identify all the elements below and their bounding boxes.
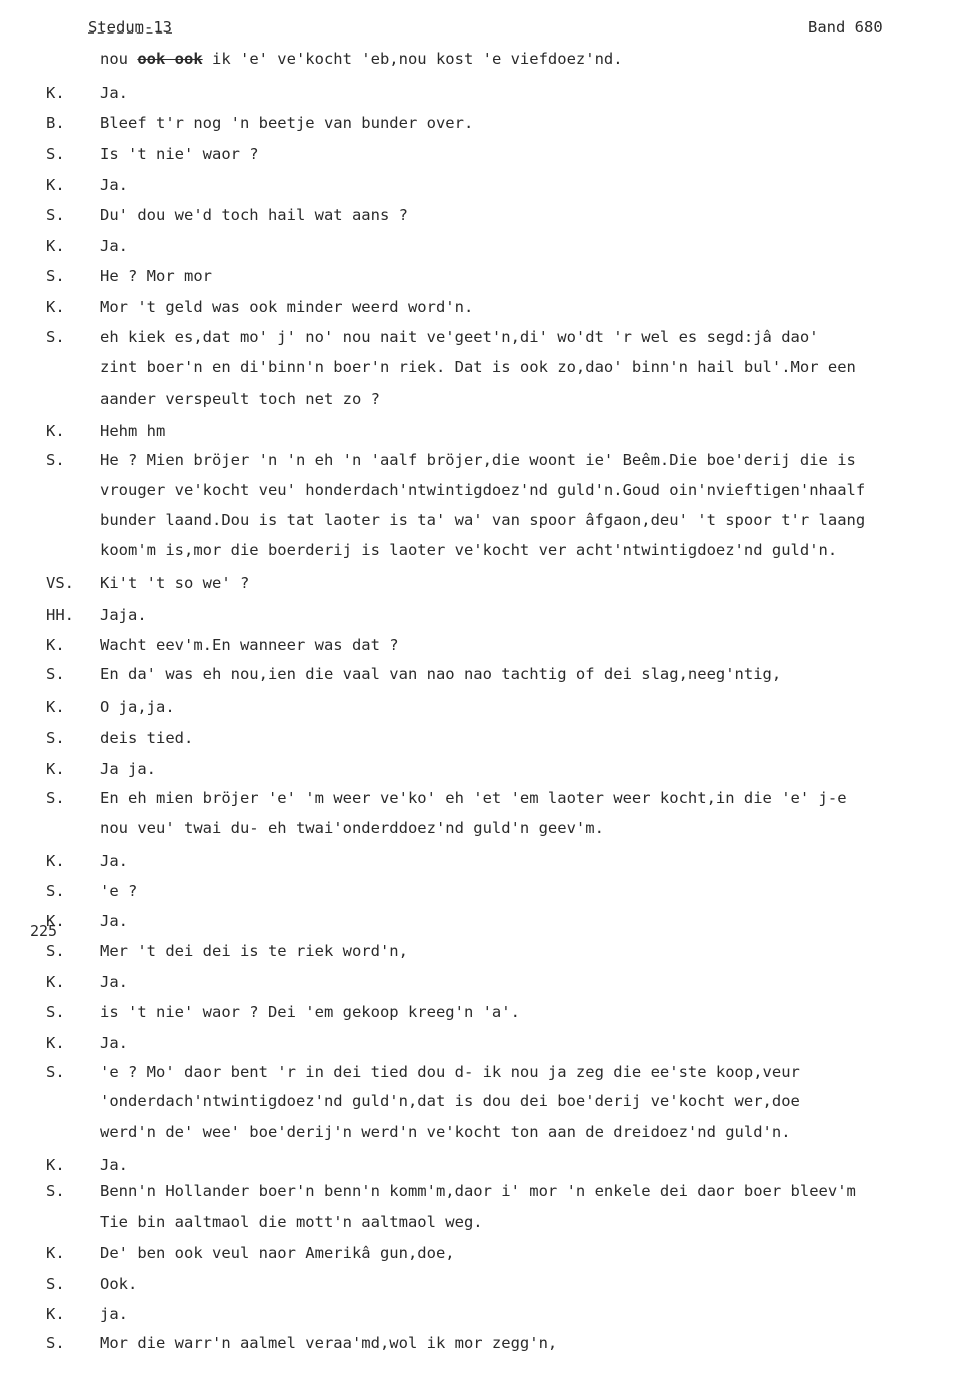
line-text: Ja. [100, 973, 128, 991]
line-text: Ja. [100, 84, 128, 102]
speaker-label: K. [46, 973, 65, 991]
line-text: werd'n de' wee' boe'derij'n werd'n ve'kocht ton aan de dreidoez'nd guld'n. [100, 1123, 791, 1141]
line-text: De' ben ook veul naor Amerikâ gun,doe, [100, 1244, 455, 1262]
line-text: En da' was eh nou,ien die vaal van nao nao tachtig of dei slag,neeg'ntig, [100, 665, 782, 683]
speaker-label: K. [46, 237, 65, 255]
margin-note: 225 [30, 922, 58, 940]
speaker-label: HH. [46, 606, 74, 624]
line-text: Ja. [100, 237, 128, 255]
line-text: Is 't nie' waor ? [100, 145, 259, 163]
line-text: Ja. [100, 912, 128, 930]
line-text: ja. [100, 1305, 128, 1323]
speaker-label: S. [46, 789, 65, 807]
speaker-label: S. [46, 267, 65, 285]
line-text: ik 'e' ve'kocht 'eb,nou kost 'e viefdoez'nd. [202, 50, 623, 68]
line-text: En eh mien bröjer 'e' 'm weer ve'ko' eh 'et 'em laoter weer kocht,in die 'e' j-e [100, 789, 847, 807]
line-text: Du' dou we'd toch hail wat aans ? [100, 206, 408, 224]
line-text: Mer 't dei dei is te riek word'n, [100, 942, 408, 960]
speaker-label: K. [46, 636, 65, 654]
line-text: aander verspeult toch net zo ? [100, 390, 380, 408]
line-text: Ja. [100, 1034, 128, 1052]
speaker-label: S. [46, 1003, 65, 1021]
speaker-label: S. [46, 665, 65, 683]
speaker-label: K. [46, 1156, 65, 1174]
line-text: Ja. [100, 852, 128, 870]
speaker-label: K. [46, 176, 65, 194]
speaker-label: S. [46, 1182, 65, 1200]
speaker-label: S. [46, 1275, 65, 1293]
speaker-label: K. [46, 760, 65, 778]
speaker-label: S. [46, 729, 65, 747]
speaker-label: K. [46, 852, 65, 870]
speaker-label: K. [46, 1305, 65, 1323]
line-text: O ja,ja. [100, 698, 175, 716]
line-text: Mor die warr'n aalmel veraa'md,wol ik mor zegg'n, [100, 1334, 558, 1352]
line-text: Ja. [100, 1156, 128, 1174]
speaker-label: S. [46, 145, 65, 163]
document-title: Stedum-13 [88, 18, 172, 36]
line-text: bunder laand.Dou is tat laoter is ta' wa' van spoor âfgaon,deu' 't spoor t'r laang [100, 511, 866, 529]
line-text: 'onderdach'ntwintigdoez'nd guld'n,dat is dou dei boe'derij ve'kocht wer,doe [100, 1092, 800, 1110]
speaker-label: K. [46, 912, 65, 930]
speaker-label: S. [46, 328, 65, 346]
speaker-label: VS. [46, 574, 74, 592]
speaker-label: B. [46, 114, 65, 132]
line-text: He ? Mien bröjer 'n 'n eh 'n 'aalf bröjer,die woont ie' Beêm.Die boe'derij die is [100, 451, 856, 469]
line-text: 'e ? Mo' daor bent 'r in dei tied dou d- ik nou ja zeg die ee'ste koop,veur [100, 1063, 800, 1081]
line-text: deis tied. [100, 729, 194, 747]
line-text: Tie bin aaltmaol die mott'n aaltmaol weg. [100, 1213, 483, 1231]
speaker-label: S. [46, 882, 65, 900]
speaker-label: S. [46, 206, 65, 224]
band-number: Band 680 [808, 18, 883, 36]
speaker-label: K. [46, 84, 65, 102]
line-text: Ja. [100, 176, 128, 194]
line-text: He ? Mor mor [100, 267, 212, 285]
line-text: Ja ja. [100, 760, 156, 778]
speaker-label: K. [46, 698, 65, 716]
speaker-label: K. [46, 298, 65, 316]
line-text: is 't nie' waor ? Dei 'em gekoop kreeg'n 'a'. [100, 1003, 520, 1021]
line-text: Ki't 't so we' ? [100, 574, 250, 592]
speaker-label: S. [46, 1334, 65, 1352]
line-text: nou [100, 50, 138, 68]
speaker-label: K. [46, 1244, 65, 1262]
line-text: Mor 't geld was ook minder weerd word'n. [100, 298, 474, 316]
speaker-label: S. [46, 942, 65, 960]
line-text: 'e ? [100, 882, 138, 900]
line-text: eh kiek es,dat mo' j' no' nou nait ve'geet'n,di' wo'dt 'r wel es segd:jâ dao' [100, 328, 819, 346]
line-text: Bleef t'r nog 'n beetje van bunder over. [100, 114, 474, 132]
line-text: Wacht eev'm.En wanneer was dat ? [100, 636, 399, 654]
line-text: nou veu' twai du- eh twai'onderddoez'nd guld'n geev'm. [100, 819, 604, 837]
speaker-label: S. [46, 1063, 65, 1081]
struck-text: ook ook [137, 50, 203, 68]
line-text: zint boer'n en di'binn'n boer'n riek. Dat is ook zo,dao' binn'n hail bul'.Mor een [100, 358, 856, 376]
line-text: koom'm is,mor die boerderij is laoter ve'kocht ver acht'ntwintigdoez'nd guld'n. [100, 541, 838, 559]
line-text: vrouger ve'kocht veu' honderdach'ntwintigdoez'nd guld'n.Goud oin'nvieftigen'nhaalf [100, 481, 866, 499]
line-text: Hehm hm [100, 422, 166, 440]
speaker-label: K. [46, 1034, 65, 1052]
line-text: Benn'n Hollander boer'n benn'n komm'm,daor i' mor 'n enkele dei daor boer bleev'm [100, 1182, 856, 1200]
speaker-label: S. [46, 451, 65, 469]
speaker-label: K. [46, 422, 65, 440]
line-text: Jaja. [100, 606, 147, 624]
line-text: Ook. [100, 1275, 138, 1293]
